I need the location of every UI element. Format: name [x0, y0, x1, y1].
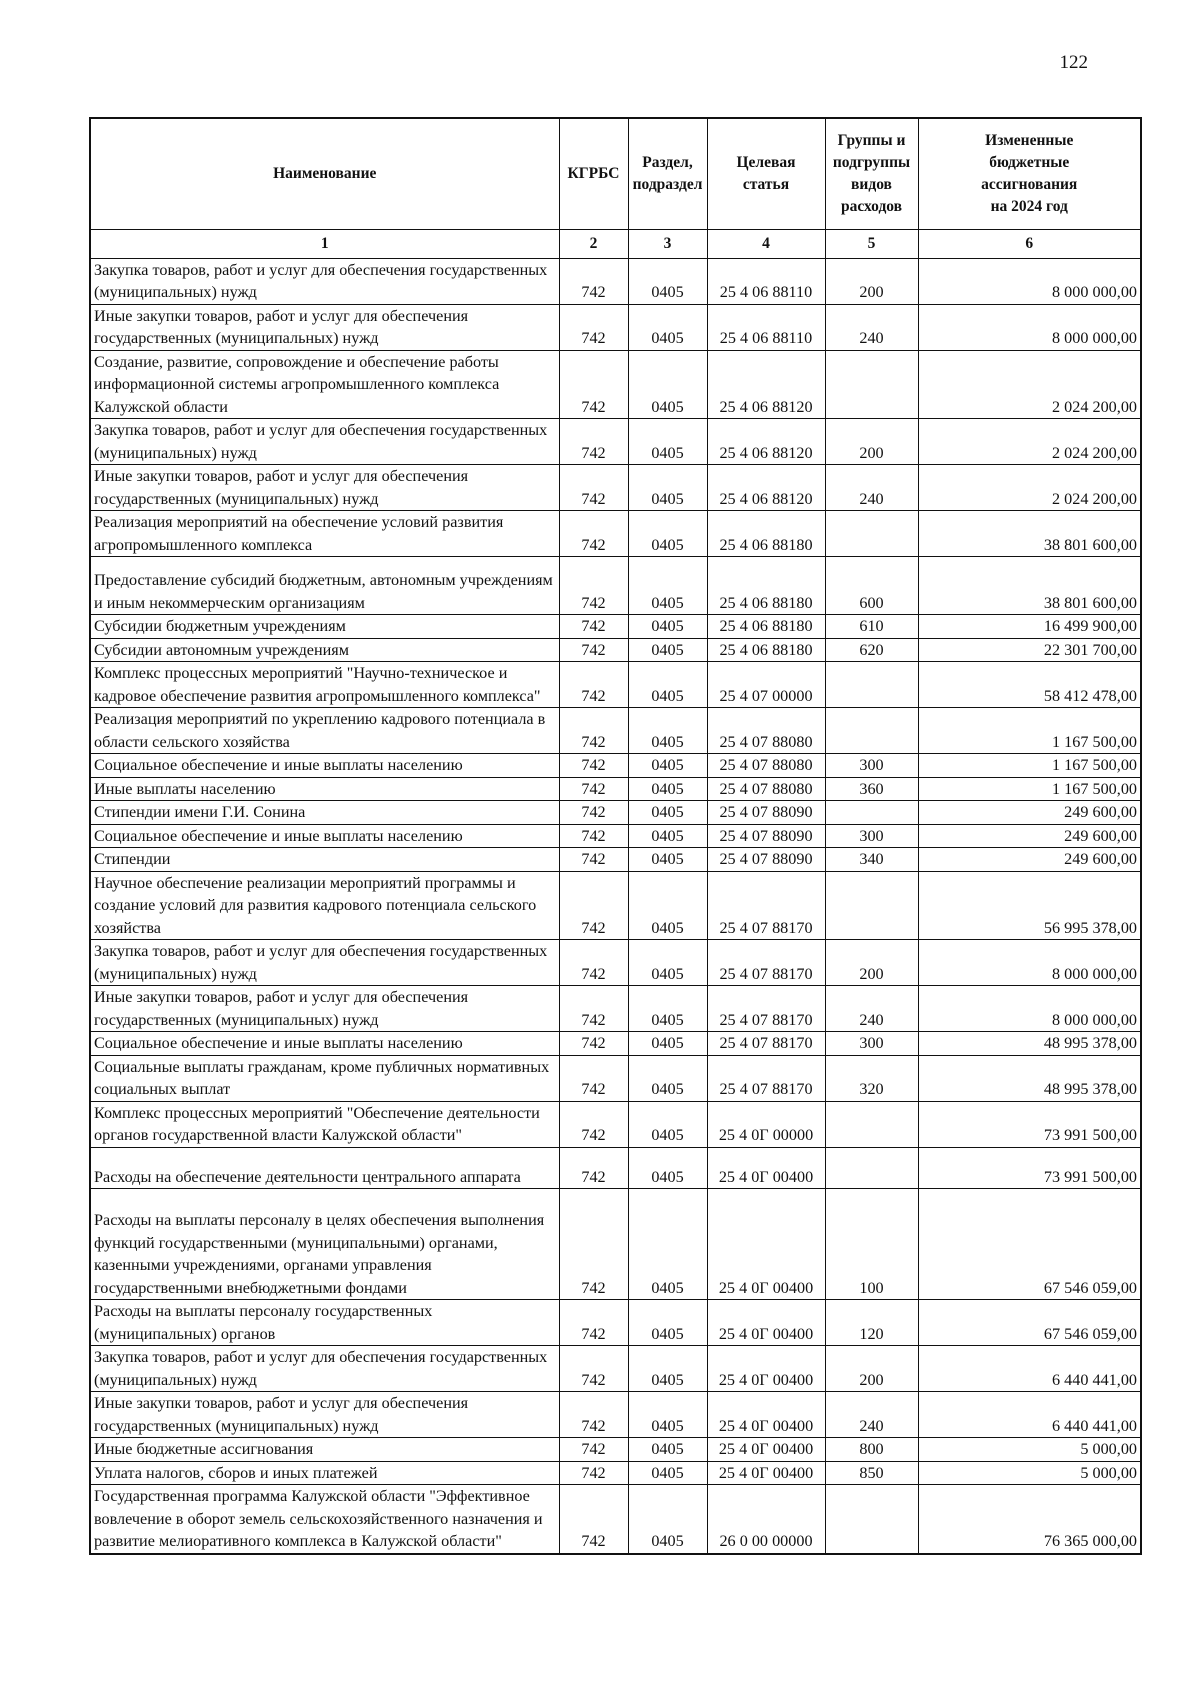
row-amount-cell: 73 991 500,00	[918, 1101, 1141, 1147]
row-section-cell: 0405	[628, 824, 707, 848]
column-header-expense-group: Группы и подгруппы видов расходов	[825, 118, 918, 229]
row-kgrbs-cell: 742	[559, 258, 628, 304]
row-section-cell: 0405	[628, 754, 707, 778]
table-row	[90, 465, 1141, 511]
row-name-cell: Социальное обеспечение и иные выплаты населению	[90, 754, 559, 778]
table-row	[90, 708, 1141, 754]
table-row	[90, 1147, 1141, 1189]
row-expense-group-cell	[825, 871, 918, 940]
row-expense-group-cell: 300	[825, 824, 918, 848]
row-name-cell: Иные выплаты населению	[90, 777, 559, 801]
row-kgrbs-cell: 742	[559, 1438, 628, 1462]
row-expense-group-cell: 200	[825, 258, 918, 304]
row-expense-group-cell: 850	[825, 1461, 918, 1485]
row-section-cell: 0405	[628, 940, 707, 986]
row-expense-group-cell: 800	[825, 1438, 918, 1462]
table-row	[90, 258, 1141, 304]
row-expense-group-cell: 620	[825, 638, 918, 662]
table-row	[90, 1346, 1141, 1392]
row-target-article-cell: 25 4 07 88090	[707, 801, 825, 825]
row-name-cell: Социальные выплаты гражданам, кроме публичных нормативных социальных выплат	[90, 1055, 559, 1101]
row-amount-cell: 249 600,00	[918, 801, 1141, 825]
row-amount-cell: 8 000 000,00	[918, 940, 1141, 986]
row-kgrbs-cell: 742	[559, 986, 628, 1032]
row-section-cell: 0405	[628, 1461, 707, 1485]
row-name-cell: Закупка товаров, работ и услуг для обеспечения государственных (муниципальных) нужд	[90, 258, 559, 304]
column-number: 4	[707, 229, 825, 258]
row-section-cell: 0405	[628, 801, 707, 825]
row-name-cell: Стипендии имени Г.И. Сонина	[90, 801, 559, 825]
row-amount-cell: 16 499 900,00	[918, 615, 1141, 639]
row-target-article-cell: 25 4 06 88180	[707, 557, 825, 615]
row-kgrbs-cell: 742	[559, 511, 628, 557]
row-amount-cell: 249 600,00	[918, 824, 1141, 848]
column-header-allocations-2024: Измененные бюджетные ассигнования на 2024 год	[918, 118, 1141, 229]
table-row	[90, 419, 1141, 465]
table-row	[90, 1189, 1141, 1300]
row-amount-cell: 6 440 441,00	[918, 1346, 1141, 1392]
row-section-cell: 0405	[628, 465, 707, 511]
row-expense-group-cell	[825, 708, 918, 754]
row-kgrbs-cell: 742	[559, 419, 628, 465]
row-expense-group-cell: 360	[825, 777, 918, 801]
row-amount-cell: 2 024 200,00	[918, 350, 1141, 419]
row-name-cell: Субсидии автономным учреждениям	[90, 638, 559, 662]
row-name-cell: Иные закупки товаров, работ и услуг для обеспечения государственных (муниципальных) нужд	[90, 1392, 559, 1438]
row-expense-group-cell: 240	[825, 465, 918, 511]
table-header	[90, 118, 1141, 258]
row-expense-group-cell: 300	[825, 1032, 918, 1056]
row-kgrbs-cell: 742	[559, 708, 628, 754]
row-target-article-cell: 25 4 07 88080	[707, 777, 825, 801]
row-expense-group-cell: 100	[825, 1189, 918, 1300]
table-row	[90, 350, 1141, 419]
row-amount-cell: 73 991 500,00	[918, 1147, 1141, 1189]
row-amount-cell: 5 000,00	[918, 1461, 1141, 1485]
row-target-article-cell: 25 4 07 00000	[707, 662, 825, 708]
row-kgrbs-cell: 742	[559, 824, 628, 848]
column-number: 1	[90, 229, 559, 258]
row-amount-cell: 67 546 059,00	[918, 1300, 1141, 1346]
row-amount-cell: 58 412 478,00	[918, 662, 1141, 708]
row-name-cell: Создание, развитие, сопровождение и обеспечение работы информационной системы агропромышленного комплекса Калужской области	[90, 350, 559, 419]
row-name-cell: Закупка товаров, работ и услуг для обеспечения государственных (муниципальных) нужд	[90, 940, 559, 986]
row-amount-cell: 8 000 000,00	[918, 986, 1141, 1032]
row-section-cell: 0405	[628, 638, 707, 662]
row-section-cell: 0405	[628, 1101, 707, 1147]
table-row	[90, 848, 1141, 872]
row-amount-cell: 1 167 500,00	[918, 777, 1141, 801]
row-expense-group-cell	[825, 801, 918, 825]
row-name-cell: Иные бюджетные ассигнования	[90, 1438, 559, 1462]
row-kgrbs-cell: 742	[559, 777, 628, 801]
table-row	[90, 662, 1141, 708]
row-target-article-cell: 25 4 0Г 00400	[707, 1438, 825, 1462]
row-target-article-cell: 25 4 07 88080	[707, 708, 825, 754]
row-name-cell: Социальное обеспечение и иные выплаты населению	[90, 824, 559, 848]
row-amount-cell: 76 365 000,00	[918, 1485, 1141, 1554]
row-amount-cell: 22 301 700,00	[918, 638, 1141, 662]
column-header-kgrbs: КГРБС	[559, 118, 628, 229]
row-target-article-cell: 25 4 07 88170	[707, 1032, 825, 1056]
row-expense-group-cell	[825, 350, 918, 419]
row-kgrbs-cell: 742	[559, 557, 628, 615]
row-name-cell: Расходы на обеспечение деятельности центрального аппарата	[90, 1147, 559, 1189]
row-target-article-cell: 25 4 07 88170	[707, 986, 825, 1032]
row-section-cell: 0405	[628, 777, 707, 801]
table-row	[90, 871, 1141, 940]
table-row	[90, 824, 1141, 848]
table-row	[90, 986, 1141, 1032]
row-kgrbs-cell: 742	[559, 848, 628, 872]
column-number: 6	[918, 229, 1141, 258]
row-kgrbs-cell: 742	[559, 615, 628, 639]
table-row	[90, 638, 1141, 662]
row-expense-group-cell: 610	[825, 615, 918, 639]
page-number: 122	[1059, 52, 1088, 73]
row-name-cell: Предоставление субсидий бюджетным, автономным учреждениям и иным некоммерческим организациям	[90, 557, 559, 615]
row-amount-cell: 8 000 000,00	[918, 304, 1141, 350]
row-kgrbs-cell: 742	[559, 754, 628, 778]
row-name-cell: Государственная программа Калужской области "Эффективное вовлечение в оборот земель сельскохозяйственного назначения и развитие мелиоративного комплекса в Калужской области"	[90, 1485, 559, 1554]
row-expense-group-cell: 200	[825, 419, 918, 465]
row-name-cell: Субсидии бюджетным учреждениям	[90, 615, 559, 639]
row-target-article-cell: 25 4 06 88120	[707, 350, 825, 419]
row-section-cell: 0405	[628, 708, 707, 754]
row-section-cell: 0405	[628, 557, 707, 615]
row-amount-cell: 5 000,00	[918, 1438, 1141, 1462]
row-expense-group-cell: 320	[825, 1055, 918, 1101]
table-body	[90, 258, 1141, 1554]
row-name-cell: Уплата налогов, сборов и иных платежей	[90, 1461, 559, 1485]
row-amount-cell: 38 801 600,00	[918, 557, 1141, 615]
row-target-article-cell: 25 4 06 88180	[707, 511, 825, 557]
table-row	[90, 557, 1141, 615]
row-target-article-cell: 25 4 0Г 00400	[707, 1300, 825, 1346]
row-expense-group-cell: 300	[825, 754, 918, 778]
row-name-cell: Расходы на выплаты персоналу в целях обеспечения выполнения функций государственными (муниципальными) органами, казенными учреждениями, органами управления государственными внебюджетными фондами	[90, 1189, 559, 1300]
row-kgrbs-cell: 742	[559, 1392, 628, 1438]
row-amount-cell: 48 995 378,00	[918, 1055, 1141, 1101]
row-kgrbs-cell: 742	[559, 638, 628, 662]
row-kgrbs-cell: 742	[559, 465, 628, 511]
row-name-cell: Социальное обеспечение и иные выплаты населению	[90, 1032, 559, 1056]
row-target-article-cell: 25 4 06 88110	[707, 304, 825, 350]
row-amount-cell: 1 167 500,00	[918, 754, 1141, 778]
row-kgrbs-cell: 742	[559, 304, 628, 350]
row-target-article-cell: 25 4 0Г 00400	[707, 1147, 825, 1189]
row-target-article-cell: 25 4 0Г 00000	[707, 1101, 825, 1147]
row-amount-cell: 67 546 059,00	[918, 1189, 1141, 1300]
row-name-cell: Реализация мероприятий на обеспечение условий развития агропромышленного комплекса	[90, 511, 559, 557]
row-target-article-cell: 25 4 07 88090	[707, 848, 825, 872]
row-section-cell: 0405	[628, 419, 707, 465]
row-name-cell: Комплекс процессных мероприятий "Научно-техническое и кадровое обеспечение развития агропромышленного комплекса"	[90, 662, 559, 708]
row-name-cell: Иные закупки товаров, работ и услуг для обеспечения государственных (муниципальных) нужд	[90, 304, 559, 350]
row-kgrbs-cell: 742	[559, 1055, 628, 1101]
row-section-cell: 0405	[628, 1485, 707, 1554]
row-kgrbs-cell: 742	[559, 1461, 628, 1485]
row-expense-group-cell: 340	[825, 848, 918, 872]
table-row	[90, 1438, 1141, 1462]
row-name-cell: Закупка товаров, работ и услуг для обеспечения государственных (муниципальных) нужд	[90, 1346, 559, 1392]
row-section-cell: 0405	[628, 1055, 707, 1101]
column-header-target-article: Целевая статья	[707, 118, 825, 229]
row-target-article-cell: 25 4 06 88180	[707, 638, 825, 662]
row-target-article-cell: 25 4 06 88120	[707, 419, 825, 465]
row-target-article-cell: 25 4 07 88170	[707, 871, 825, 940]
row-kgrbs-cell: 742	[559, 350, 628, 419]
row-expense-group-cell	[825, 1485, 918, 1554]
table-row	[90, 1101, 1141, 1147]
row-target-article-cell: 25 4 07 88170	[707, 940, 825, 986]
row-expense-group-cell: 600	[825, 557, 918, 615]
row-amount-cell: 6 440 441,00	[918, 1392, 1141, 1438]
row-amount-cell: 1 167 500,00	[918, 708, 1141, 754]
table-row	[90, 1392, 1141, 1438]
row-section-cell: 0405	[628, 1032, 707, 1056]
row-section-cell: 0405	[628, 258, 707, 304]
row-section-cell: 0405	[628, 1392, 707, 1438]
row-amount-cell: 48 995 378,00	[918, 1032, 1141, 1056]
row-target-article-cell: 25 4 07 88170	[707, 1055, 825, 1101]
row-kgrbs-cell: 742	[559, 1032, 628, 1056]
row-target-article-cell: 25 4 0Г 00400	[707, 1189, 825, 1300]
budget-allocation-table	[89, 117, 1142, 1555]
row-expense-group-cell: 200	[825, 940, 918, 986]
row-name-cell: Комплекс процессных мероприятий "Обеспечение деятельности органов государственной власти Калужской области"	[90, 1101, 559, 1147]
row-kgrbs-cell: 742	[559, 1300, 628, 1346]
row-expense-group-cell: 120	[825, 1300, 918, 1346]
row-expense-group-cell	[825, 511, 918, 557]
row-expense-group-cell	[825, 662, 918, 708]
table-row	[90, 511, 1141, 557]
table-row	[90, 304, 1141, 350]
row-section-cell: 0405	[628, 871, 707, 940]
row-name-cell: Иные закупки товаров, работ и услуг для обеспечения государственных (муниципальных) нужд	[90, 986, 559, 1032]
row-name-cell: Расходы на выплаты персоналу государственных (муниципальных) органов	[90, 1300, 559, 1346]
row-target-article-cell: 25 4 06 88120	[707, 465, 825, 511]
row-section-cell: 0405	[628, 662, 707, 708]
row-section-cell: 0405	[628, 615, 707, 639]
row-amount-cell: 2 024 200,00	[918, 465, 1141, 511]
row-expense-group-cell: 240	[825, 1392, 918, 1438]
table-row	[90, 1485, 1141, 1554]
row-kgrbs-cell: 742	[559, 1485, 628, 1554]
row-name-cell: Иные закупки товаров, работ и услуг для обеспечения государственных (муниципальных) нужд	[90, 465, 559, 511]
row-section-cell: 0405	[628, 848, 707, 872]
column-number: 2	[559, 229, 628, 258]
table-row	[90, 801, 1141, 825]
row-name-cell: Реализация мероприятий по укреплению кадрового потенциала в области сельского хозяйства	[90, 708, 559, 754]
row-target-article-cell: 25 4 0Г 00400	[707, 1461, 825, 1485]
row-name-cell: Закупка товаров, работ и услуг для обеспечения государственных (муниципальных) нужд	[90, 419, 559, 465]
row-expense-group-cell: 240	[825, 304, 918, 350]
column-header-section: Раздел, подраздел	[628, 118, 707, 229]
row-kgrbs-cell: 742	[559, 1101, 628, 1147]
table-row	[90, 1461, 1141, 1485]
row-section-cell: 0405	[628, 1438, 707, 1462]
row-target-article-cell: 25 4 07 88090	[707, 824, 825, 848]
row-amount-cell: 2 024 200,00	[918, 419, 1141, 465]
row-section-cell: 0405	[628, 511, 707, 557]
row-amount-cell: 38 801 600,00	[918, 511, 1141, 557]
row-expense-group-cell: 240	[825, 986, 918, 1032]
row-target-article-cell: 25 4 0Г 00400	[707, 1392, 825, 1438]
row-kgrbs-cell: 742	[559, 662, 628, 708]
table-row	[90, 1032, 1141, 1056]
row-kgrbs-cell: 742	[559, 801, 628, 825]
row-expense-group-cell	[825, 1147, 918, 1189]
table-row	[90, 777, 1141, 801]
row-target-article-cell: 25 4 07 88080	[707, 754, 825, 778]
table-row	[90, 615, 1141, 639]
row-section-cell: 0405	[628, 350, 707, 419]
row-section-cell: 0405	[628, 1189, 707, 1300]
row-section-cell: 0405	[628, 304, 707, 350]
row-target-article-cell: 25 4 06 88180	[707, 615, 825, 639]
row-section-cell: 0405	[628, 1300, 707, 1346]
row-amount-cell: 8 000 000,00	[918, 258, 1141, 304]
table-row	[90, 754, 1141, 778]
table-row	[90, 1055, 1141, 1101]
row-target-article-cell: 25 4 0Г 00400	[707, 1346, 825, 1392]
row-expense-group-cell: 200	[825, 1346, 918, 1392]
row-amount-cell: 249 600,00	[918, 848, 1141, 872]
row-name-cell: Научное обеспечение реализации мероприятий программы и создание условий для развития кадрового потенциала сельского хозяйства	[90, 871, 559, 940]
row-section-cell: 0405	[628, 986, 707, 1032]
row-kgrbs-cell: 742	[559, 871, 628, 940]
row-section-cell: 0405	[628, 1346, 707, 1392]
table-row	[90, 940, 1141, 986]
row-kgrbs-cell: 742	[559, 1189, 628, 1300]
row-kgrbs-cell: 742	[559, 940, 628, 986]
row-amount-cell: 56 995 378,00	[918, 871, 1141, 940]
table-row	[90, 1300, 1141, 1346]
row-kgrbs-cell: 742	[559, 1147, 628, 1189]
column-number: 5	[825, 229, 918, 258]
column-header-name: Наименование	[90, 118, 559, 229]
row-target-article-cell: 25 4 06 88110	[707, 258, 825, 304]
row-expense-group-cell	[825, 1101, 918, 1147]
row-kgrbs-cell: 742	[559, 1346, 628, 1392]
row-name-cell: Стипендии	[90, 848, 559, 872]
row-target-article-cell: 26 0 00 00000	[707, 1485, 825, 1554]
column-number: 3	[628, 229, 707, 258]
row-section-cell: 0405	[628, 1147, 707, 1189]
